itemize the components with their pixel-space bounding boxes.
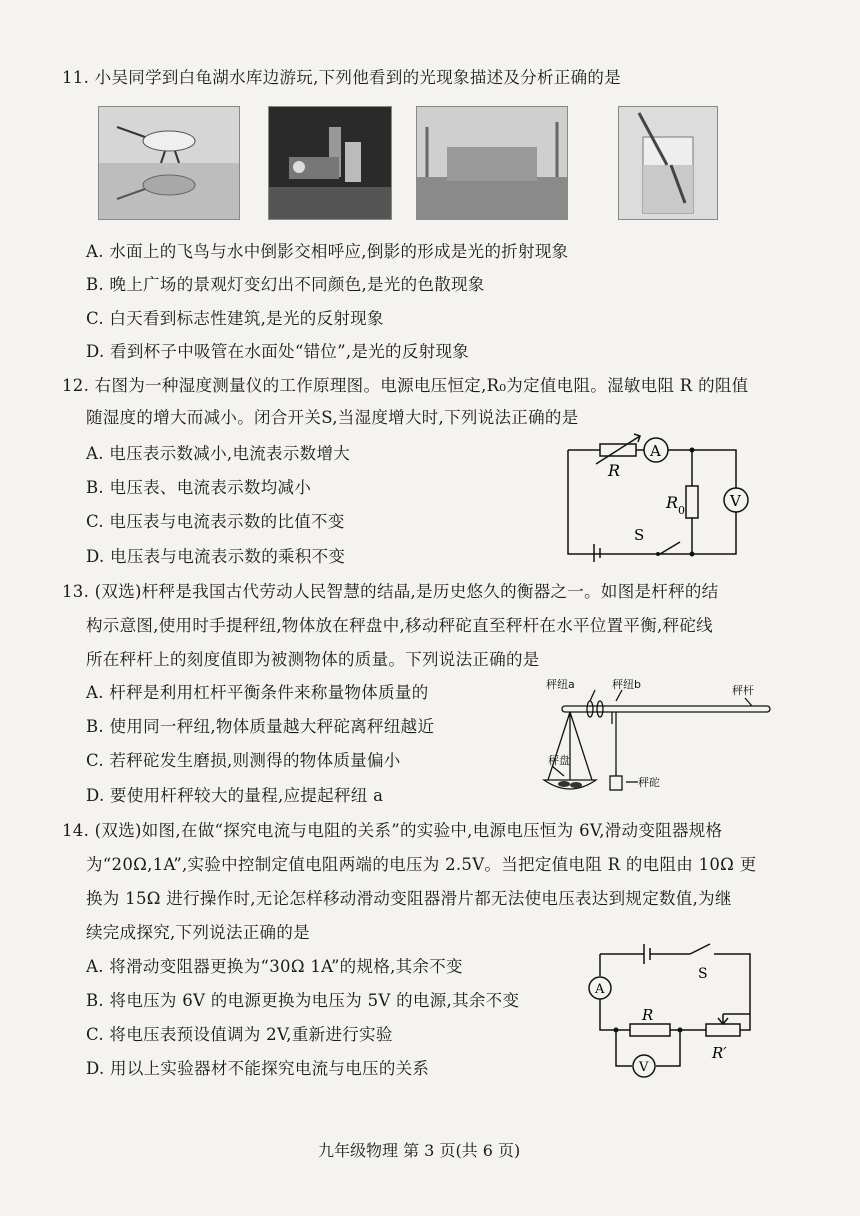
q12-option-d: D. 电压表与电流表示数的乘积不变 — [86, 547, 346, 566]
q14-option-a: A. 将滑动变阻器更换为“30Ω 1A”的规格,其余不变 — [86, 957, 463, 976]
q13-option-a: A. 杆秤是利用杠杆平衡条件来称量物体质量的 — [86, 683, 429, 702]
q12-stem-line1: 12. 右图为一种湿度测量仪的工作原理图。电源电压恒定,R₀为定值电阻。湿敏电阻 R 的阻值 — [62, 376, 749, 395]
q13-label-pan: 秤盘 — [548, 754, 570, 767]
q11-option-a: A. 水面上的飞鸟与水中倒影交相呼应,倒影的形成是光的折射现象 — [86, 242, 569, 261]
q14-stem-line2: 为“20Ω,1A”,实验中控制定值电阻两端的电压为 2.5V。当把定值电阻 R 的电阻由 10Ω 更 — [86, 855, 757, 874]
q11-option-c: C. 白天看到标志性建筑,是光的反射现象 — [86, 309, 384, 328]
q14-stem-line3: 换为 15Ω 进行操作时,无论怎样移动滑动变阻器滑片都无法使电压表达到规定数值,为继 — [86, 889, 732, 908]
photo-night-square — [268, 106, 392, 220]
q13-steelyard-diagram — [540, 676, 790, 804]
q14-stem-line1: 14. (双选)如图,在做“探究电流与电阻的关系”的实验中,电源电压恒为 6V,滑动变阻器规格 — [62, 821, 723, 840]
q11-option-d: D. 看到杯子中吸管在水面处“错位”,是光的反射现象 — [86, 342, 470, 361]
q12-option-b: B. 电压表、电流表示数均减小 — [86, 478, 312, 497]
q13-option-c: C. 若秤砣发生磨损,则测得的物体质量偏小 — [86, 751, 401, 770]
q13-option-d: D. 要使用杆秤较大的量程,应提起秤纽 a — [86, 786, 384, 805]
q12-option-c: C. 电压表与电流表示数的比值不变 — [86, 512, 345, 531]
q14-label-r: R — [642, 1006, 654, 1024]
q12-stem-line2: 随湿度的增大而减小。闭合开关S,当湿度增大时,下列说法正确的是 — [86, 408, 579, 427]
q12-label-ammeter: A — [650, 442, 661, 460]
q13-stem-line1: 13. (双选)杆秤是我国古代劳动人民智慧的结晶,是历史悠久的衡器之一。如图是杆秤的结 — [62, 582, 719, 601]
q12-label-voltmeter: V — [730, 492, 741, 510]
q14-label-ammeter: A — [595, 982, 605, 997]
q11-option-b: B. 晚上广场的景观灯变幻出不同颜色,是光的色散现象 — [86, 275, 485, 294]
page-footer: 九年级物理 第 3 页(共 6 页) — [318, 1141, 521, 1160]
q13-label-knob-a: 秤纽a — [546, 678, 575, 691]
q14-option-d: D. 用以上实验器材不能探究电流与电压的关系 — [86, 1059, 430, 1078]
q14-stem-line4: 续完成探究,下列说法正确的是 — [86, 923, 310, 942]
q14-label-rprime: R′ — [712, 1044, 727, 1062]
q14-circuit-diagram — [580, 934, 770, 1084]
q13-label-knob-b: 秤纽b — [612, 678, 641, 691]
q11-stem: 11. 小吴同学到白龟湖水库边游玩,下列他看到的光现象描述及分析正确的是 — [62, 68, 622, 87]
q12-label-r0: R — [666, 493, 679, 512]
q13-label-beam: 秤杆 — [732, 684, 754, 697]
q12-label-r0-sub: 0 — [678, 504, 685, 517]
q14-label-switch: S — [698, 966, 708, 982]
q13-label-weight: 秤砣 — [638, 776, 660, 789]
q13-stem-line3: 所在秤杆上的刻度值即为被测物体的质量。下列说法正确的是 — [86, 650, 540, 669]
q14-option-b: B. 将电压为 6V 的电源更换为电压为 5V 的电源,其余不变 — [86, 991, 520, 1010]
photo-straw-cup — [618, 106, 718, 220]
q13-option-b: B. 使用同一秤纽,物体质量越大秤砣离秤纽越近 — [86, 717, 435, 736]
q13-stem-line2: 构示意图,使用时手提秤纽,物体放在秤盘中,移动秤砣直至秤杆在水平位置平衡,秤砣线 — [86, 616, 713, 635]
q12-circuit-diagram — [560, 430, 760, 566]
q12-option-a: A. 电压表示数减小,电流表示数增大 — [86, 444, 351, 463]
q12-label-switch: S — [634, 526, 645, 544]
q14-label-voltmeter: V — [639, 1060, 649, 1075]
photo-landmark — [416, 106, 568, 220]
photo-bird-reflection — [98, 106, 240, 220]
q14-option-c: C. 将电压表预设值调为 2V,重新进行实验 — [86, 1025, 393, 1044]
q12-label-r: R — [608, 461, 621, 480]
